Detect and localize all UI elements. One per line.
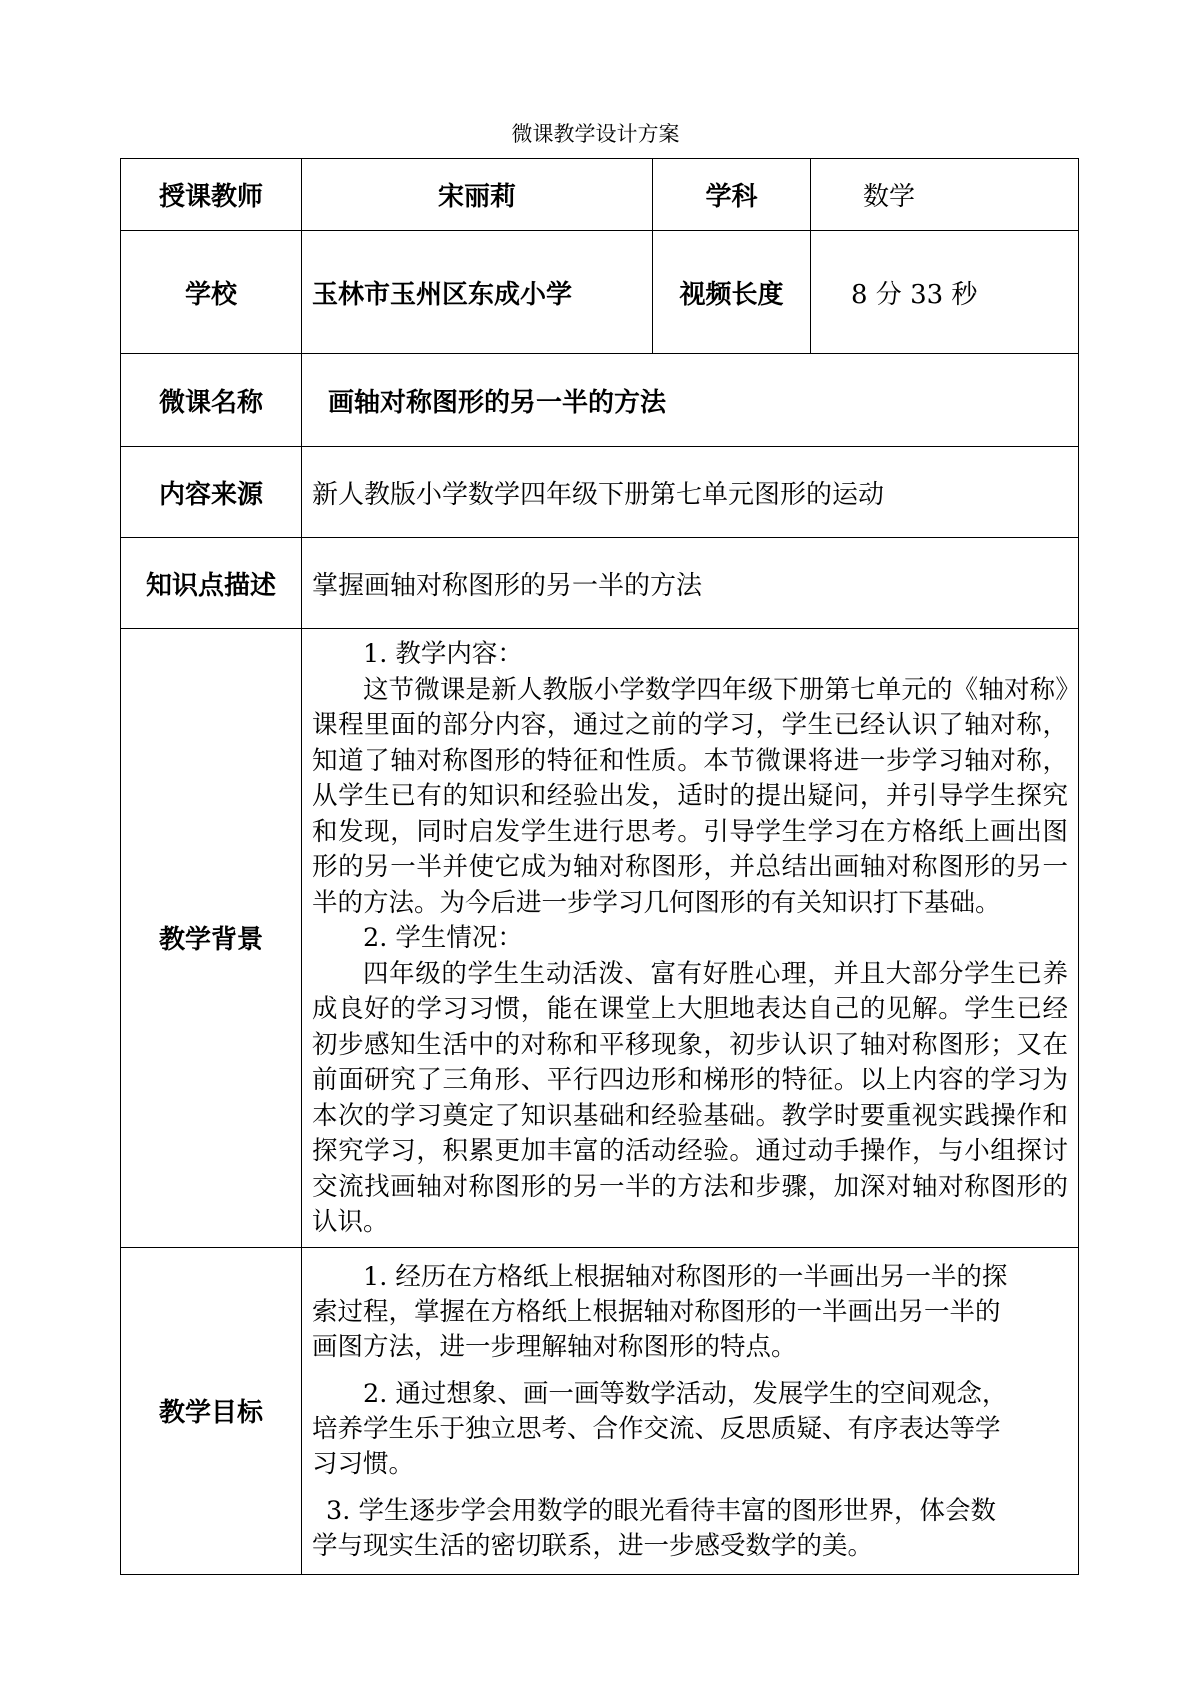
background-paragraph: 四年级的学生生动活泼、富有好胜心理，并且大部分学生已养成良好的学习习惯，能在课堂上大胆地表达自己的见解。学生已经初步感知生活中的对称和平移现象，初步认识了轴对称图形；又在前面研究了三角形、平行四边形和梯形的特征。以上内容的学习为本次的学习奠定了知识基础和经验基础。教学时要重视实践操作和探究学习，积累更加丰富的活动经验。通过动手操作，与小组探讨交流找画轴对称图形的另一半的方法和步骤，加深对轴对称图形的认识。 [312, 958, 1068, 1237]
label-course-name: 微课名称 [121, 354, 302, 447]
background-paragraph: 这节微课是新人教版小学数学四年级下册第七单元的《轴对称》课程里面的部分内容，通过之前的学习，学生已经认识了轴对称，知道了轴对称图形的特征和性质。本节微课将进一步学习轴对称，从学生已有的知识和经验出发，适时的提出疑问，并引导学生探究和发现，同时启发学生进行思考。引导学生学习在方格纸上画出图形的另一半并使它成为轴对称图形，并总结出画轴对称图形的另一半的方法。为今后进一步学习几何图形的有关知识打下基础。 [312, 674, 1068, 918]
goal-item: 1. 经历在方格纸上根据轴对称图形的一半画出另一半的探索过程，掌握在方格纸上根据轴对称图形的一半画出另一半的画图方法，进一步理解轴对称图形的特点。 [312, 1261, 1008, 1362]
value-goals [302, 1247, 1079, 1574]
label-teacher: 授课教师 [121, 159, 302, 231]
goal-item: 3. 学生逐步学会用数学的眼光看待丰富的图形世界，体会数学与现实生活的密切联系，进一步感受数学的美。 [312, 1495, 996, 1561]
value-content-source: 新人教版小学数学四年级下册第七单元图形的运动 [302, 447, 1079, 538]
row-teacher [121, 159, 1079, 231]
label-school: 学校 [121, 231, 302, 354]
value-course-name: 画轴对称图形的另一半的方法 [302, 354, 1079, 447]
label-background: 教学背景 [121, 629, 302, 1248]
label-content-source: 内容来源 [121, 447, 302, 538]
label-subject: 学科 [653, 159, 811, 231]
document-title: 微课教学设计方案 [511, 122, 680, 146]
background-heading-students: 2. 学生情况： [363, 923, 523, 953]
row-goals [121, 1247, 1079, 1574]
row-content-source [121, 447, 1079, 538]
value-video-length: 8 分 33 秒 [811, 231, 1079, 354]
value-subject: 数学 [811, 159, 1079, 231]
value-knowledge-point: 掌握画轴对称图形的另一半的方法 [302, 538, 1079, 629]
lesson-design-table [120, 158, 1079, 1575]
label-goals: 教学目标 [121, 1247, 302, 1574]
value-school: 玉林市玉州区东成小学 [302, 231, 653, 354]
label-knowledge-point: 知识点描述 [121, 538, 302, 629]
row-knowledge-point [121, 538, 1079, 629]
row-school [121, 231, 1079, 354]
value-background [302, 629, 1079, 1248]
goal-item: 2. 通过想象、画一画等数学活动，发展学生的空间观念，培养学生乐于独立思考、合作交流、反思质疑、有序表达等学习习惯。 [312, 1378, 1008, 1479]
row-background [121, 629, 1079, 1248]
label-video-length: 视频长度 [653, 231, 811, 354]
value-teacher: 宋丽莉 [302, 159, 653, 231]
row-course-name [121, 354, 1079, 447]
background-heading-content: 1. 教学内容： [363, 639, 523, 669]
